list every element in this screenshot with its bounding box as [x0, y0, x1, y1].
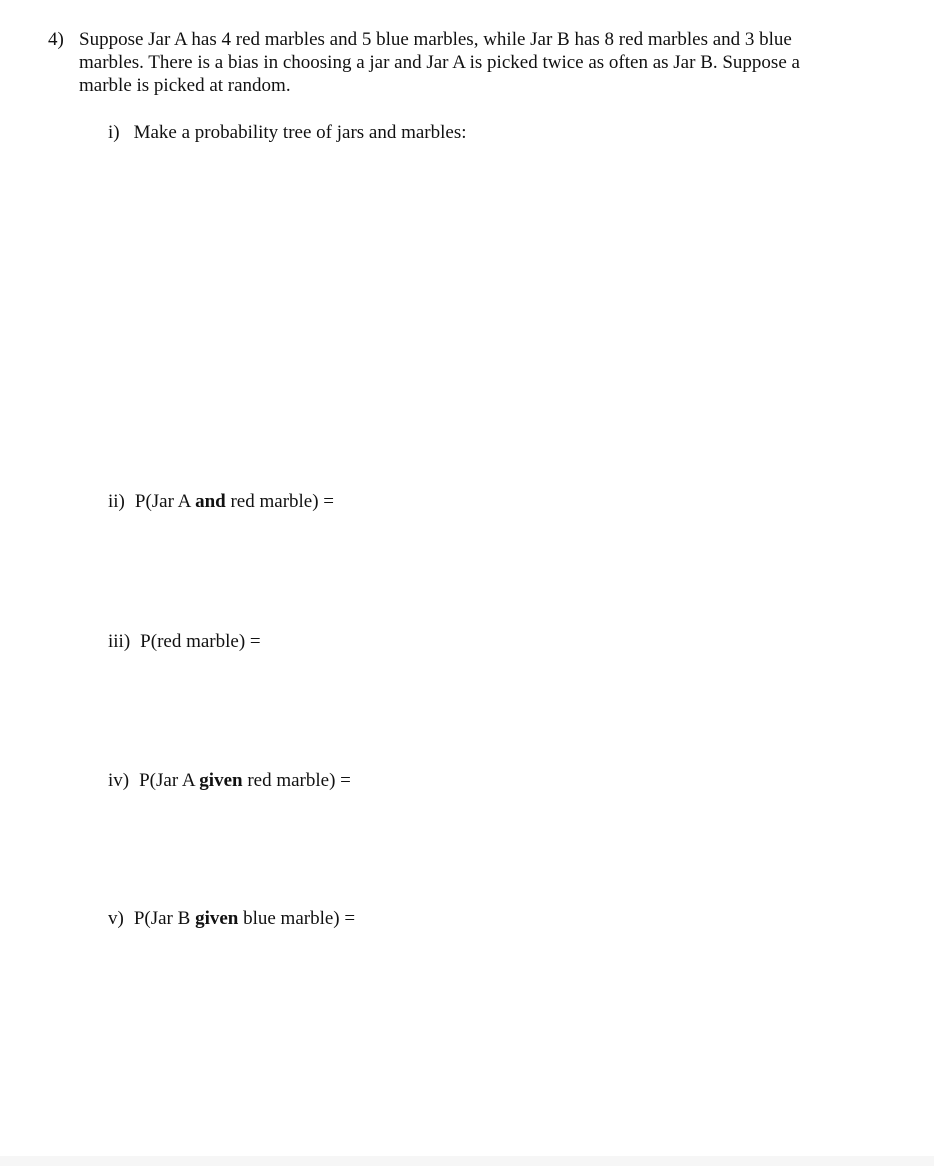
part-number: v) [108, 908, 124, 929]
answer-space-iv[interactable] [108, 797, 888, 902]
part-prompt-end: red marble) = [242, 770, 351, 791]
part-prompt-start: P(Jar A [134, 491, 196, 512]
part-prompt-start: P(Jar A [139, 770, 200, 791]
answer-space-tree[interactable] [108, 150, 888, 480]
part-i [108, 121, 467, 144]
part-number: ii) [108, 491, 125, 512]
part-number: iii) [108, 631, 131, 652]
part-number: i) [108, 122, 120, 143]
page-bottom-edge [0, 1156, 934, 1166]
problem-line: marble is picked at random. [79, 75, 291, 96]
part-prompt-keyword: given [199, 770, 243, 791]
answer-space-ii[interactable] [108, 518, 888, 623]
part-prompt-keyword: and [195, 491, 226, 512]
part-prompt-keyword: given [195, 908, 239, 929]
part-iv [108, 769, 351, 792]
part-iii [108, 630, 261, 653]
problem-line: marbles. There is a bias in choosing a jar and Jar A is picked twice as often as Jar B. Suppose a [79, 52, 800, 73]
problem-line: Suppose Jar A has 4 red marbles and 5 blue marbles, while Jar B has 8 red marbles and 3 blue [79, 29, 792, 50]
part-prompt: Make a probability tree of jars and marbles: [133, 122, 467, 143]
answer-space-iii[interactable] [108, 658, 888, 763]
problem-number: 4) [48, 29, 64, 50]
part-prompt: P(red marble) = [140, 631, 261, 652]
part-v [108, 907, 355, 930]
problem-statement [79, 28, 894, 97]
answer-space-v[interactable] [108, 935, 888, 1145]
part-ii [108, 490, 334, 513]
part-prompt-start: P(Jar B [133, 908, 196, 929]
part-number: iv) [108, 770, 130, 791]
part-prompt-end: blue marble) = [238, 908, 356, 929]
part-prompt-end: red marble) = [225, 491, 335, 512]
